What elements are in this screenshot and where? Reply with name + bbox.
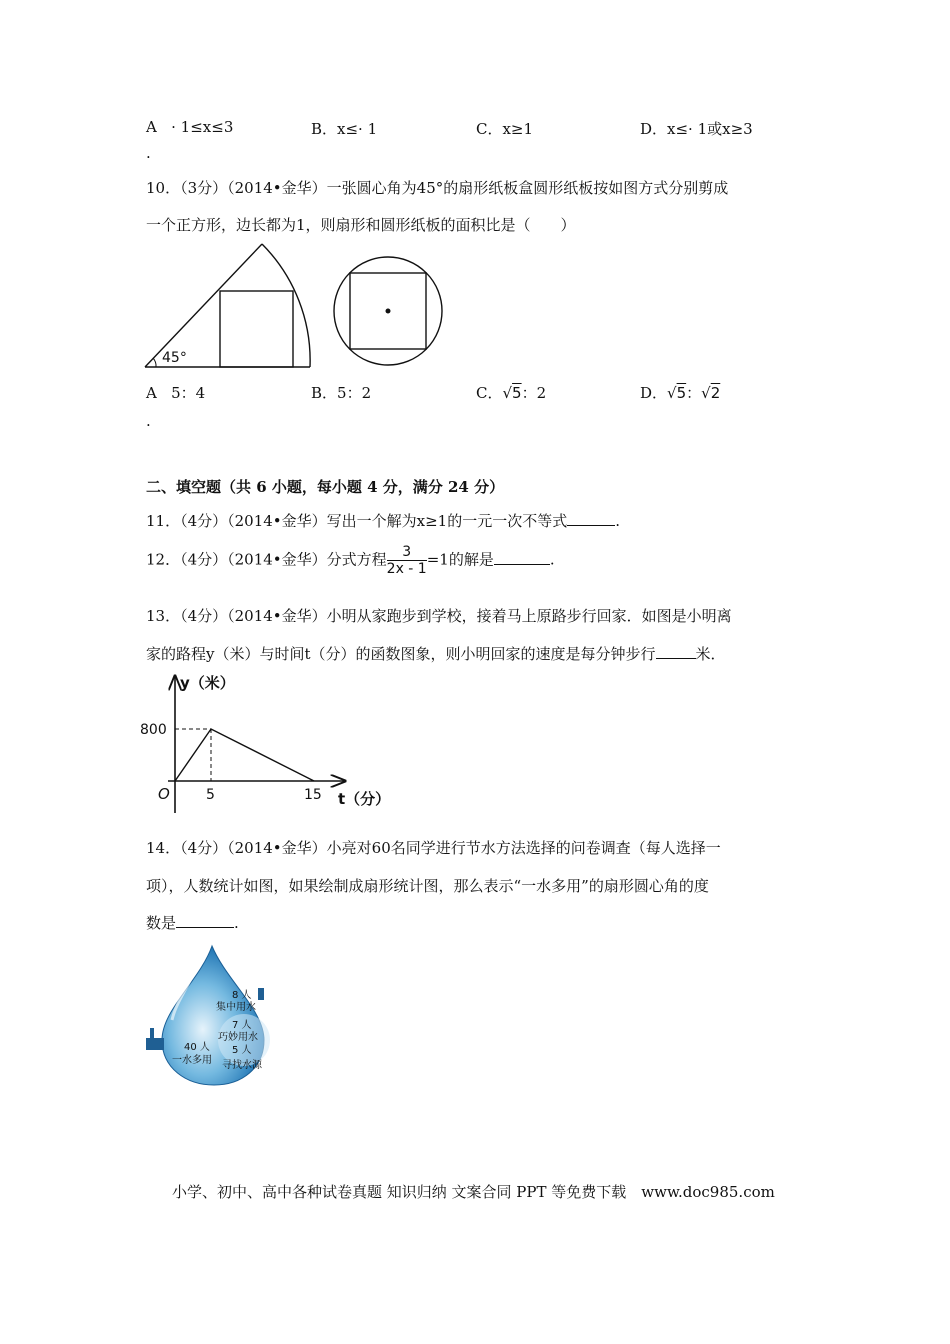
q10-line1: 10．（3分）（2014•金华）一张圆心角为45°的扇形纸板盒圆形纸板按如图方式分别剪成 xyxy=(146,179,729,197)
q10-option-c xyxy=(476,382,546,403)
q10-figure xyxy=(140,240,450,375)
q9-option-c: C．x≥1 xyxy=(476,120,534,138)
sector-radius-slant xyxy=(145,244,262,367)
label-40-count: 40 人 xyxy=(184,1042,210,1053)
q9-option-b: B．x≤· 1 xyxy=(311,120,378,138)
circle-center-dot xyxy=(386,309,391,314)
label-40-name: 一水多用 xyxy=(172,1055,212,1066)
sqrt-5-radicand: 5 xyxy=(676,384,687,402)
sqrt-2-radicand: 2 xyxy=(710,384,721,402)
q14-line3 xyxy=(146,912,239,933)
sector-arc xyxy=(262,244,310,367)
q10-option-b: B．5：2 xyxy=(311,384,372,402)
sqrt-5-radicand: 5 xyxy=(512,384,522,402)
q11-end: . xyxy=(615,512,621,530)
q9-option-d: D．x≤· 1或x≥3 xyxy=(640,120,753,138)
q12-suffix: =1的解是 xyxy=(426,550,494,569)
x-axis-label: t（分） xyxy=(338,790,391,808)
q14-end: . xyxy=(234,914,239,932)
angle-arc xyxy=(153,358,156,367)
q13-line1: 13．（4分）（2014•金华）小明从家跑步到学校，接着马上原路步行回家．如图是小明离 xyxy=(146,607,732,625)
x-tick-15: 15 xyxy=(304,787,322,803)
q14-line1: 14．（4分）（2014•金华）小亮对60名同学进行节水方法选择的问卷调查（每人选择一 xyxy=(146,839,721,857)
x-tick-5: 5 xyxy=(206,787,215,803)
fraction-numerator: 3 xyxy=(387,544,427,561)
q11-text: 11．（4分）（2014•金华）写出一个解为x≥1的一元一次不等式 xyxy=(146,512,568,530)
y-tick-800: 800 xyxy=(140,722,167,738)
label-5-count: 5 人 xyxy=(232,1045,252,1056)
q14-line3-text: 数是 xyxy=(146,914,177,932)
q13-line2-prefix: 家的路程y（米）与时间t（分）的函数图象，则小明回家的速度是每分钟步行 xyxy=(146,645,656,663)
q11 xyxy=(146,510,620,531)
q12-fraction xyxy=(387,544,427,577)
sqrt-5: √5 xyxy=(502,384,522,402)
angle-label: 45° xyxy=(162,350,187,366)
origin-label: O xyxy=(158,785,170,803)
sqrt-2: √2 xyxy=(701,384,721,402)
label-8-count: 8 人 xyxy=(232,990,252,1001)
q13-graph xyxy=(140,668,400,818)
sector-figure xyxy=(145,244,310,367)
faucet-icon-left xyxy=(146,1038,164,1050)
q13-line2-suffix: 米． xyxy=(695,645,726,663)
q13-answer-blank xyxy=(656,657,696,659)
q12-prefix: 12．（4分）（2014•金华）分式方程 xyxy=(146,550,387,569)
circle-figure xyxy=(334,257,442,365)
label-7-count: 7 人 xyxy=(232,1020,252,1031)
q12-answer-blank xyxy=(494,563,550,565)
sqrt-5: √5 xyxy=(667,384,687,402)
q10-option-c-prefix: C． xyxy=(476,384,503,402)
label-8-name: 集中用水 xyxy=(216,1002,256,1013)
q14-answer-blank xyxy=(176,926,234,928)
q12-end: . xyxy=(549,550,555,569)
q10-option-a: A 5：4 xyxy=(146,384,206,402)
q9-dot: . xyxy=(146,144,151,162)
q10-option-d-prefix: D． xyxy=(640,384,668,402)
q10-option-d-colon: ： xyxy=(686,384,702,402)
q14-line2: 项），人数统计如图，如果绘制成扇形统计图，那么表示“一水多用”的扇形圆心角的度 xyxy=(146,877,709,895)
faucet-spout-left xyxy=(150,1028,154,1038)
q12 xyxy=(146,544,555,577)
water-drop-figure xyxy=(140,940,290,1090)
q10-line2: 一个正方形，边长都为1，则扇形和圆形纸板的面积比是（ ） xyxy=(146,216,576,234)
q10-option-c-suffix: ：2 xyxy=(521,384,547,402)
label-7-name: 巧妙用水 xyxy=(218,1032,258,1043)
y-axis-label: y（米） xyxy=(180,674,235,692)
q11-answer-blank xyxy=(567,524,615,526)
section2-heading: 二、填空题（共 6 小题，每小题 4 分，满分 24 分） xyxy=(146,478,505,496)
q10-dot: . xyxy=(146,412,151,430)
label-5-name: 寻找水源 xyxy=(222,1060,262,1071)
faucet-icon-right xyxy=(258,988,264,1000)
q10-option-d xyxy=(640,382,720,403)
q13-line2 xyxy=(146,643,726,664)
page-footer: 小学、初中、高中各种试卷真题 知识归纳 文案合同 PPT 等免费下载 www.doc985.com xyxy=(172,1183,775,1201)
q9-option-a: A · 1≤x≤3 xyxy=(146,118,234,136)
fraction-denominator: 2x - 1 xyxy=(386,561,427,577)
sector-square xyxy=(220,291,293,367)
function-line xyxy=(175,729,314,781)
